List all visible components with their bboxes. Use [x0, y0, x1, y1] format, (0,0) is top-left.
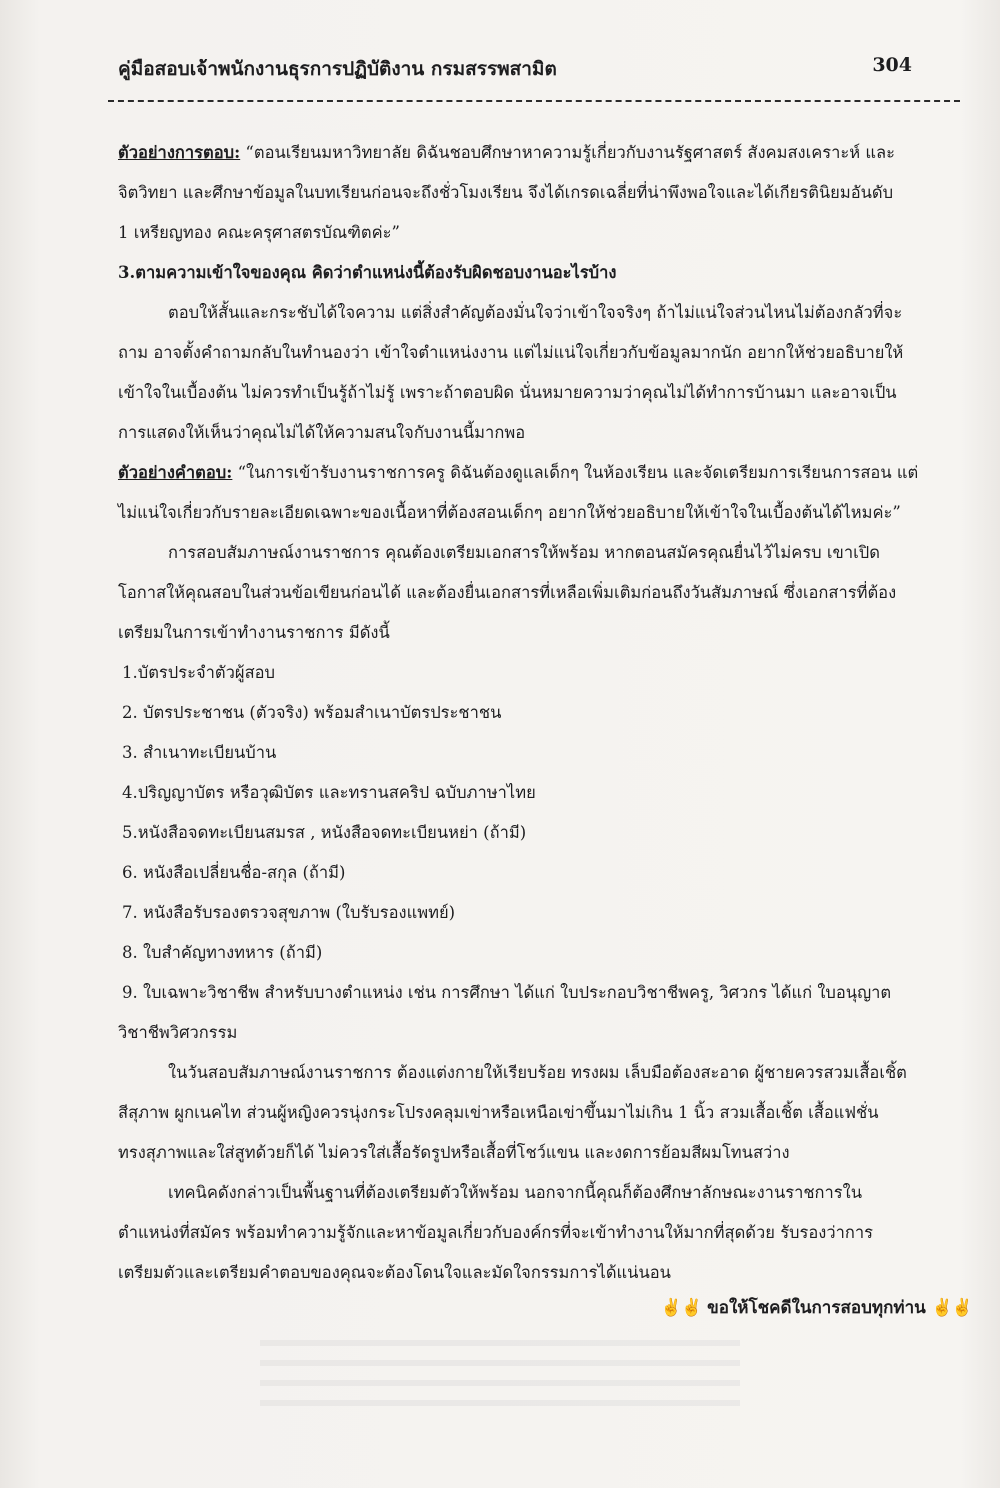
list-item: 4.ปริญญาบัตร หรือวุฒิบัตร และทรานสคริป ฉบับภาษาไทย	[122, 783, 536, 802]
example-text: “ตอนเรียนมหาวิทยาลัย ดิฉันชอบศึกษาหาความรู้เกี่ยวกับงานรัฐศาสตร์ สังคมสงเคราะห์ และ	[240, 143, 895, 162]
list-item-continuation: วิชาชีพวิศวกรรม	[118, 1023, 238, 1042]
paragraph-line: ในวันสอบสัมภาษณ์งานราชการ ต้องแต่งกายให้เรียบร้อย ทรงผม เล็บมือต้องสะอาด ผู้ชายควรสวมเสื้อเชิ้ต	[168, 1063, 907, 1082]
page-header	[118, 54, 940, 94]
example-answer-1	[118, 133, 960, 173]
question-heading: 3.ตามความเข้าใจของคุณ คิดว่าตำแหน่งนี้ต้องรับผิดชอบงานอะไรบ้าง	[118, 263, 617, 282]
closing-message	[661, 1294, 972, 1321]
paragraph-line: ไม่แน่ใจเกี่ยวกับรายละเอียดเฉพาะของเนื้อหาที่ต้องสอนเด็กๆ อยากให้ช่วยอธิบายให้เข้าใจในเบื้องต้นได้ไหมค่ะ”	[118, 503, 901, 522]
paragraph-line: 1 เหรียญทอง คณะครุศาสตรบัณฑิตค่ะ”	[118, 223, 400, 242]
example-text: “ในการเข้ารับงานราชการครู ดิฉันต้องดูแลเด็กๆ ในห้องเรียน และจัดเตรียมการเรียนการสอน แต่	[232, 463, 919, 482]
list-item: 3. สำเนาทะเบียนบ้าน	[122, 743, 277, 762]
paragraph-line: เตรียมในการเข้าทำงานราชการ มีดังนี้	[118, 623, 390, 642]
list-item: 8. ใบสำคัญทางทหาร (ถ้ามี)	[122, 943, 323, 962]
paragraph-line: สีสุภาพ ผูกเนคไท ส่วนผู้หญิงควรนุ่งกระโปรงคลุมเข่าหรือเหนือเข่าขึ้นมาไม่เกิน 1 นิ้ว สวมเสื้อเชิ้ต เสื้อแฟชั่น	[118, 1103, 879, 1122]
paragraph-line: การสอบสัมภาษณ์งานราชการ คุณต้องเตรียมเอกสารให้พร้อม หากตอนสมัครคุณยื่นไว้ไม่ครบ เขาเปิด	[168, 543, 880, 562]
paragraph-line: ตอบให้สั้นและกระชับได้ใจความ แต่สิ่งสำคัญต้องมั่นใจว่าเข้าใจจริงๆ ถ้าไม่แน่ใจส่วนไหนไม่ต้องกลัวที่จะ	[168, 303, 903, 322]
header-divider	[108, 100, 960, 102]
paragraph-line: จิตวิทยา และศึกษาข้อมูลในบทเรียนก่อนจะถึงชั่วโมงเรียน จึงได้เกรดเฉลี่ยที่น่าพึงพอใจและได้เกียรตินิยมอันดับ	[118, 183, 894, 202]
example-label: ตัวอย่างคำตอบ:	[118, 463, 233, 482]
example-label: ตัวอย่างการตอบ:	[118, 143, 241, 162]
paragraph-line: ตำแหน่งที่สมัคร พร้อมทำความรู้จักและหาข้อมูลเกี่ยวกับองค์กรที่จะเข้าทำงานให้มากที่สุดด้วย รับรองว่าการ	[118, 1223, 874, 1242]
victory-hand-icon: ✌✌	[931, 1298, 972, 1318]
list-item: 7. หนังสือรับรองตรวจสุขภาพ (ใบรับรองแพทย์)	[122, 903, 456, 922]
page-number: 304	[872, 54, 912, 76]
paragraph-line: ทรงสุภาพและใส่สูทด้วยก็ได้ ไม่ควรใส่เสื้อรัดรูปหรือเสื้อที่โชว์แขน และงดการย้อมสีผมโทนสว่าง	[118, 1143, 790, 1162]
paragraph-line: เทคนิคดังกล่าวเป็นพื้นฐานที่ต้องเตรียมตัวให้พร้อม นอกจากนี้คุณก็ต้องศึกษาลักษณะงานราชการใน	[168, 1183, 863, 1202]
list-item: 1.บัตรประจำตัวผู้สอบ	[122, 663, 276, 682]
page-body	[118, 133, 960, 1293]
list-item: 6. หนังสือเปลี่ยนชื่อ-สกุล (ถ้ามี)	[122, 863, 346, 882]
victory-hand-icon: ✌✌	[660, 1298, 702, 1318]
paragraph-line: ถาม อาจตั้งคำถามกลับในทำนองว่า เข้าใจตำแหน่งงาน แต่ไม่แน่ใจเกี่ยวกับข้อมูลมากนัก อยากให้ช่วยอธิบายให้	[118, 343, 904, 362]
paragraph-line: โอกาสให้คุณสอบในส่วนข้อเขียนก่อนได้ และต้องยื่นเอกสารที่เหลือเพิ่มเติมก่อนถึงวันสัมภาษณ์ ซึ่งเอกสารที่ต้อง	[118, 583, 897, 602]
paragraph-line: เตรียมตัวและเตรียมคำตอบของคุณจะต้องโดนใจและมัดใจกรรมการได้แน่นอน	[118, 1263, 671, 1282]
closing-text: ขอให้โชคดีในการสอบทุกท่าน	[707, 1298, 926, 1318]
bleed-through-texture	[260, 1340, 740, 1410]
list-item: 9. ใบเฉพาะวิชาชีพ สำหรับบางตำแหน่ง เช่น การศึกษา ได้แก่ ใบประกอบวิชาชีพครู, วิศวกร ได้แก่ ใบอนุญาต	[122, 983, 892, 1002]
header-title: คู่มือสอบเจ้าพนักงานธุรการปฏิบัติงาน กรมสรรพสามิต	[118, 58, 557, 80]
paragraph-line: การแสดงให้เห็นว่าคุณไม่ได้ให้ความสนใจกับงานนี้มากพอ	[118, 423, 526, 442]
list-item: 5.หนังสือจดทะเบียนสมรส , หนังสือจดทะเบียนหย่า (ถ้ามี)	[122, 823, 527, 842]
list-item: 2. บัตรประชาชน (ตัวจริง) พร้อมสำเนาบัตรประชาชน	[122, 703, 502, 722]
example-answer-2	[118, 453, 960, 493]
paragraph-line: เข้าใจในเบื้องต้น ไม่ควรทำเป็นรู้ถ้าไม่รู้ เพราะถ้าตอบผิด นั่นหมายความว่าคุณไม่ได้ทำการบ้านมา และอาจเป็น	[118, 383, 897, 402]
